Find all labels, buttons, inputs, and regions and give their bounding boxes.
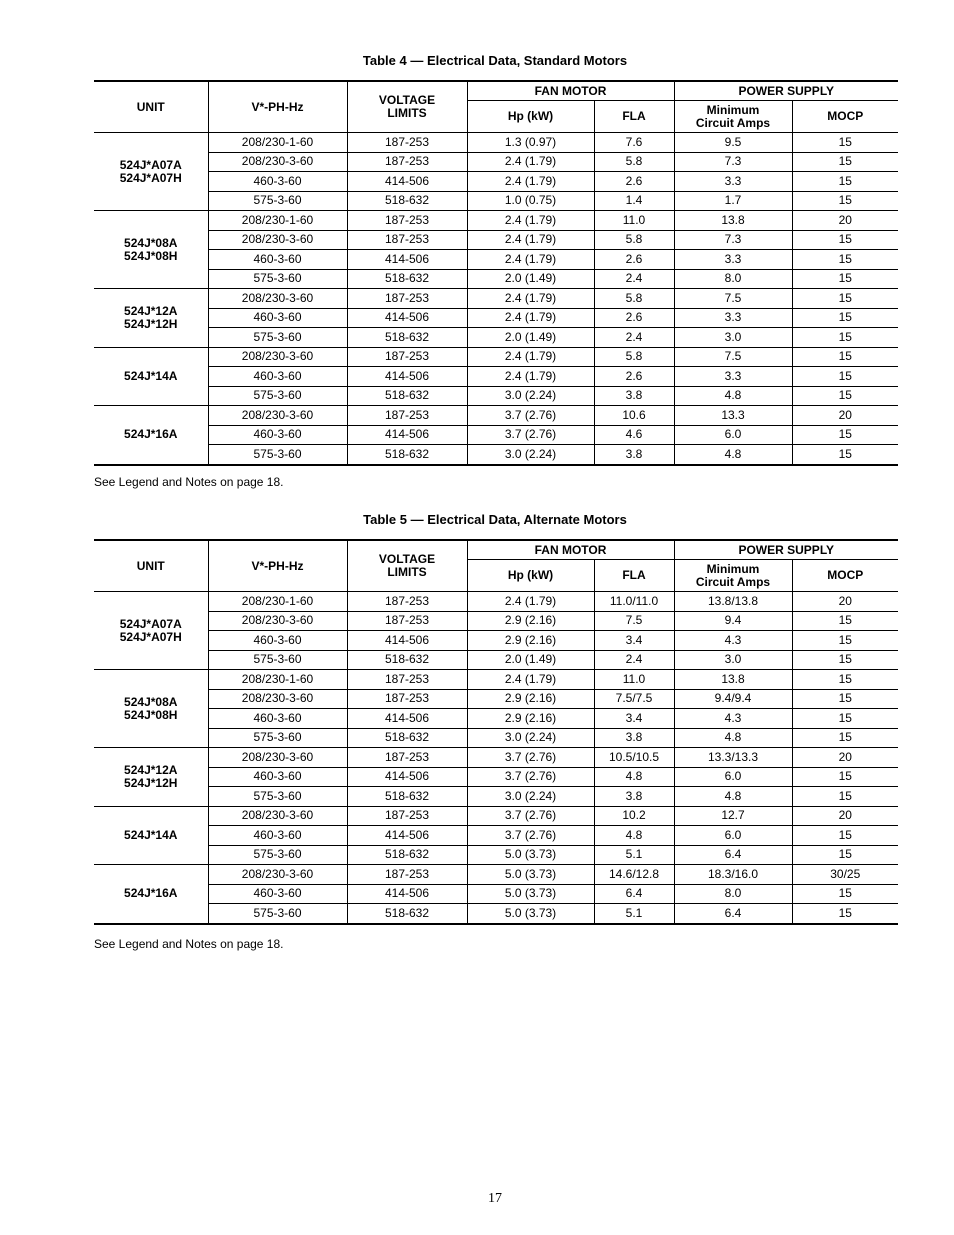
mca-cell: 3.3: [674, 308, 792, 328]
vphhz-cell: 460-3-60: [208, 250, 347, 270]
voltage-limits-cell: 518-632: [347, 728, 467, 748]
vphhz-cell: 460-3-60: [208, 884, 347, 904]
hp-cell: 2.9 (2.16): [467, 611, 594, 631]
mca-cell: 4.3: [674, 631, 792, 651]
table5-note: See Legend and Notes on page 18.: [94, 937, 284, 951]
voltage-limits-cell: 414-506: [347, 709, 467, 729]
hp-cell: 2.4 (1.79): [467, 152, 594, 172]
table-row: [94, 425, 898, 445]
mca-cell: 4.8: [674, 386, 792, 406]
unit-cell: 524J*12A 524J*12H: [94, 748, 208, 807]
fla-cell: 2.4: [594, 269, 674, 289]
table-row: [94, 211, 898, 231]
table4-electrical-data: [94, 80, 898, 466]
fla-cell: 7.5/7.5: [594, 689, 674, 709]
mca-cell: 3.3: [674, 172, 792, 192]
fla-cell: 11.0: [594, 670, 674, 690]
mca-cell: 8.0: [674, 884, 792, 904]
fla-cell: 3.8: [594, 787, 674, 807]
fla-cell: 4.8: [594, 767, 674, 787]
header-voltage-limits: VOLTAGE LIMITS: [347, 81, 467, 133]
vphhz-cell: 460-3-60: [208, 826, 347, 846]
vphhz-cell: 208/230-3-60: [208, 406, 347, 426]
mocp-cell: 15: [792, 904, 898, 924]
mocp-cell: 15: [792, 347, 898, 367]
page-number: 17: [488, 1191, 502, 1206]
table-row: [94, 308, 898, 328]
voltage-limits-cell: 187-253: [347, 865, 467, 885]
vphhz-cell: 575-3-60: [208, 191, 347, 211]
mocp-cell: 30/25: [792, 865, 898, 885]
fla-cell: 2.4: [594, 650, 674, 670]
mocp-cell: 15: [792, 328, 898, 348]
mocp-cell: 15: [792, 884, 898, 904]
mocp-cell: 20: [792, 748, 898, 768]
header-fla: FLA: [594, 560, 674, 592]
voltage-limits-cell: 518-632: [347, 191, 467, 211]
hp-cell: 3.0 (2.24): [467, 787, 594, 807]
mocp-cell: 15: [792, 152, 898, 172]
fla-cell: 3.8: [594, 386, 674, 406]
mca-cell: 13.3/13.3: [674, 748, 792, 768]
voltage-limits-cell: 414-506: [347, 767, 467, 787]
mca-cell: 13.3: [674, 406, 792, 426]
voltage-limits-cell: 187-253: [347, 289, 467, 309]
voltage-limits-cell: 187-253: [347, 152, 467, 172]
mca-cell: 4.8: [674, 728, 792, 748]
voltage-limits-cell: 518-632: [347, 904, 467, 924]
vphhz-cell: 208/230-3-60: [208, 748, 347, 768]
mocp-cell: 15: [792, 670, 898, 690]
mocp-cell: 15: [792, 826, 898, 846]
mocp-cell: 15: [792, 425, 898, 445]
hp-cell: 1.3 (0.97): [467, 133, 594, 153]
fla-cell: 3.8: [594, 445, 674, 465]
vphhz-cell: 208/230-3-60: [208, 611, 347, 631]
vphhz-cell: 208/230-1-60: [208, 592, 347, 612]
hp-cell: 3.0 (2.24): [467, 386, 594, 406]
mocp-cell: 15: [792, 250, 898, 270]
table4-note: See Legend and Notes on page 18.: [94, 475, 284, 489]
hp-cell: 2.4 (1.79): [467, 250, 594, 270]
fla-cell: 11.0/11.0: [594, 592, 674, 612]
vphhz-cell: 460-3-60: [208, 631, 347, 651]
table-row: [94, 445, 898, 465]
mocp-cell: 20: [792, 806, 898, 826]
vphhz-cell: 575-3-60: [208, 328, 347, 348]
vphhz-cell: 575-3-60: [208, 269, 347, 289]
vphhz-cell: 208/230-1-60: [208, 133, 347, 153]
voltage-limits-cell: 187-253: [347, 406, 467, 426]
hp-cell: 2.4 (1.79): [467, 347, 594, 367]
unit-cell: 524J*16A: [94, 865, 208, 924]
vphhz-cell: 575-3-60: [208, 787, 347, 807]
hp-cell: 2.0 (1.49): [467, 328, 594, 348]
table-row: [94, 865, 898, 885]
header-mocp: MOCP: [792, 560, 898, 592]
fla-cell: 5.8: [594, 289, 674, 309]
hp-cell: 3.0 (2.24): [467, 445, 594, 465]
vphhz-cell: 208/230-3-60: [208, 152, 347, 172]
table-row: [94, 152, 898, 172]
table-row: [94, 767, 898, 787]
vphhz-cell: 575-3-60: [208, 650, 347, 670]
voltage-limits-cell: 414-506: [347, 884, 467, 904]
voltage-limits-cell: 518-632: [347, 787, 467, 807]
fla-cell: 3.8: [594, 728, 674, 748]
unit-cell: 524J*16A: [94, 406, 208, 465]
header-power-supply: POWER SUPPLY: [674, 81, 898, 101]
fla-cell: 2.6: [594, 172, 674, 192]
mca-cell: 8.0: [674, 269, 792, 289]
hp-cell: 2.0 (1.49): [467, 269, 594, 289]
hp-cell: 2.4 (1.79): [467, 592, 594, 612]
fla-cell: 5.8: [594, 152, 674, 172]
hp-cell: 2.4 (1.79): [467, 230, 594, 250]
fla-cell: 2.6: [594, 308, 674, 328]
table-row: [94, 709, 898, 729]
header-mocp: MOCP: [792, 101, 898, 133]
mocp-cell: 15: [792, 172, 898, 192]
table-row: [94, 748, 898, 768]
header-unit: UNIT: [94, 81, 208, 133]
table4-title: Table 4 — Electrical Data, Standard Motors: [362, 53, 628, 68]
unit-cell: 524J*08A 524J*08H: [94, 670, 208, 748]
fla-cell: 7.5: [594, 611, 674, 631]
unit-cell: 524J*14A: [94, 806, 208, 865]
voltage-limits-cell: 414-506: [347, 631, 467, 651]
header-vphhz: V*-PH-Hz: [208, 81, 347, 133]
mocp-cell: 15: [792, 367, 898, 387]
mocp-cell: 15: [792, 767, 898, 787]
vphhz-cell: 460-3-60: [208, 172, 347, 192]
fla-cell: 7.6: [594, 133, 674, 153]
voltage-limits-cell: 187-253: [347, 670, 467, 690]
table-row: [94, 250, 898, 270]
voltage-limits-cell: 187-253: [347, 230, 467, 250]
fla-cell: 11.0: [594, 211, 674, 231]
mca-cell: 13.8/13.8: [674, 592, 792, 612]
hp-cell: 1.0 (0.75): [467, 191, 594, 211]
table-row: [94, 592, 898, 612]
mca-cell: 7.3: [674, 230, 792, 250]
table-row: [94, 670, 898, 690]
voltage-limits-cell: 187-253: [347, 211, 467, 231]
vphhz-cell: 208/230-3-60: [208, 865, 347, 885]
voltage-limits-cell: 187-253: [347, 347, 467, 367]
mocp-cell: 15: [792, 728, 898, 748]
table-row: [94, 728, 898, 748]
mca-cell: 9.4: [674, 611, 792, 631]
mca-cell: 13.8: [674, 211, 792, 231]
fla-cell: 5.8: [594, 230, 674, 250]
voltage-limits-cell: 187-253: [347, 748, 467, 768]
vphhz-cell: 208/230-3-60: [208, 806, 347, 826]
fla-cell: 6.4: [594, 884, 674, 904]
mocp-cell: 20: [792, 406, 898, 426]
table-row: [94, 172, 898, 192]
table-row: [94, 406, 898, 426]
mca-cell: 4.8: [674, 445, 792, 465]
vphhz-cell: 208/230-3-60: [208, 689, 347, 709]
voltage-limits-cell: 518-632: [347, 445, 467, 465]
mca-cell: 6.4: [674, 904, 792, 924]
vphhz-cell: 575-3-60: [208, 728, 347, 748]
voltage-limits-cell: 414-506: [347, 367, 467, 387]
mca-cell: 6.4: [674, 845, 792, 865]
vphhz-cell: 460-3-60: [208, 367, 347, 387]
fla-cell: 3.4: [594, 631, 674, 651]
header-voltage-limits: VOLTAGE LIMITS: [347, 540, 467, 592]
header-fla: FLA: [594, 101, 674, 133]
mocp-cell: 20: [792, 211, 898, 231]
mocp-cell: 15: [792, 269, 898, 289]
hp-cell: 2.4 (1.79): [467, 289, 594, 309]
mca-cell: 4.3: [674, 709, 792, 729]
mca-cell: 9.5: [674, 133, 792, 153]
mocp-cell: 15: [792, 230, 898, 250]
unit-cell: 524J*08A 524J*08H: [94, 211, 208, 289]
mocp-cell: 15: [792, 845, 898, 865]
hp-cell: 2.4 (1.79): [467, 308, 594, 328]
hp-cell: 2.4 (1.79): [467, 172, 594, 192]
table-row: [94, 289, 898, 309]
vphhz-cell: 208/230-3-60: [208, 347, 347, 367]
fla-cell: 3.4: [594, 709, 674, 729]
mocp-cell: 15: [792, 191, 898, 211]
mca-cell: 3.0: [674, 328, 792, 348]
voltage-limits-cell: 187-253: [347, 689, 467, 709]
hp-cell: 5.0 (3.73): [467, 904, 594, 924]
hp-cell: 2.4 (1.79): [467, 670, 594, 690]
fla-cell: 2.6: [594, 250, 674, 270]
vphhz-cell: 575-3-60: [208, 445, 347, 465]
vphhz-cell: 208/230-3-60: [208, 289, 347, 309]
mca-cell: 6.0: [674, 826, 792, 846]
table-row: [94, 826, 898, 846]
vphhz-cell: 460-3-60: [208, 767, 347, 787]
mca-cell: 3.0: [674, 650, 792, 670]
mca-cell: 7.5: [674, 289, 792, 309]
unit-cell: 524J*12A 524J*12H: [94, 289, 208, 348]
table5-title: Table 5 — Electrical Data, Alternate Motors: [363, 512, 627, 527]
header-vphhz: V*-PH-Hz: [208, 540, 347, 592]
fla-cell: 14.6/12.8: [594, 865, 674, 885]
mca-cell: 18.3/16.0: [674, 865, 792, 885]
vphhz-cell: 460-3-60: [208, 425, 347, 445]
table-row: [94, 386, 898, 406]
mca-cell: 6.0: [674, 425, 792, 445]
unit-cell: 524J*A07A 524J*A07H: [94, 592, 208, 670]
voltage-limits-cell: 414-506: [347, 172, 467, 192]
header-mca: Minimum Circuit Amps: [674, 101, 792, 133]
voltage-limits-cell: 518-632: [347, 269, 467, 289]
hp-cell: 3.7 (2.76): [467, 406, 594, 426]
mca-cell: 4.8: [674, 787, 792, 807]
table-row: [94, 328, 898, 348]
header-mca: Minimum Circuit Amps: [674, 560, 792, 592]
hp-cell: 5.0 (3.73): [467, 845, 594, 865]
unit-cell: 524J*14A: [94, 347, 208, 406]
table-row: [94, 904, 898, 924]
mocp-cell: 15: [792, 445, 898, 465]
fla-cell: 2.4: [594, 328, 674, 348]
hp-cell: 3.7 (2.76): [467, 806, 594, 826]
header-unit: UNIT: [94, 540, 208, 592]
mca-cell: 12.7: [674, 806, 792, 826]
fla-cell: 4.8: [594, 826, 674, 846]
vphhz-cell: 208/230-1-60: [208, 211, 347, 231]
mocp-cell: 15: [792, 386, 898, 406]
mca-cell: 9.4/9.4: [674, 689, 792, 709]
header-fan-motor: FAN MOTOR: [467, 81, 674, 101]
voltage-limits-cell: 187-253: [347, 611, 467, 631]
hp-cell: 3.0 (2.24): [467, 728, 594, 748]
mocp-cell: 15: [792, 308, 898, 328]
voltage-limits-cell: 414-506: [347, 425, 467, 445]
hp-cell: 5.0 (3.73): [467, 884, 594, 904]
mocp-cell: 15: [792, 689, 898, 709]
voltage-limits-cell: 518-632: [347, 328, 467, 348]
fla-cell: 4.6: [594, 425, 674, 445]
voltage-limits-cell: 414-506: [347, 308, 467, 328]
vphhz-cell: 575-3-60: [208, 386, 347, 406]
vphhz-cell: 575-3-60: [208, 904, 347, 924]
header-hp: Hp (kW): [467, 560, 594, 592]
vphhz-cell: 208/230-1-60: [208, 670, 347, 690]
hp-cell: 2.0 (1.49): [467, 650, 594, 670]
fla-cell: 5.1: [594, 904, 674, 924]
fla-cell: 5.8: [594, 347, 674, 367]
table-row: [94, 631, 898, 651]
hp-cell: 2.4 (1.79): [467, 211, 594, 231]
mca-cell: 1.7: [674, 191, 792, 211]
fla-cell: 2.6: [594, 367, 674, 387]
table-row: [94, 845, 898, 865]
unit-cell: 524J*A07A 524J*A07H: [94, 133, 208, 211]
mocp-cell: 15: [792, 650, 898, 670]
table-row: [94, 191, 898, 211]
mocp-cell: 15: [792, 709, 898, 729]
voltage-limits-cell: 518-632: [347, 386, 467, 406]
hp-cell: 2.9 (2.16): [467, 709, 594, 729]
fla-cell: 5.1: [594, 845, 674, 865]
vphhz-cell: 460-3-60: [208, 709, 347, 729]
fla-cell: 1.4: [594, 191, 674, 211]
hp-cell: 3.7 (2.76): [467, 425, 594, 445]
table-row: [94, 806, 898, 826]
mocp-cell: 20: [792, 592, 898, 612]
mocp-cell: 15: [792, 289, 898, 309]
header-fan-motor: FAN MOTOR: [467, 540, 674, 560]
hp-cell: 3.7 (2.76): [467, 767, 594, 787]
voltage-limits-cell: 518-632: [347, 650, 467, 670]
table-row: [94, 787, 898, 807]
hp-cell: 3.7 (2.76): [467, 748, 594, 768]
fla-cell: 10.6: [594, 406, 674, 426]
mca-cell: 3.3: [674, 367, 792, 387]
table-row: [94, 367, 898, 387]
voltage-limits-cell: 187-253: [347, 592, 467, 612]
table5-electrical-data: [94, 539, 898, 925]
voltage-limits-cell: 187-253: [347, 806, 467, 826]
mocp-cell: 15: [792, 133, 898, 153]
voltage-limits-cell: 518-632: [347, 845, 467, 865]
voltage-limits-cell: 414-506: [347, 250, 467, 270]
mocp-cell: 15: [792, 787, 898, 807]
voltage-limits-cell: 414-506: [347, 826, 467, 846]
mca-cell: 13.8: [674, 670, 792, 690]
header-hp: Hp (kW): [467, 101, 594, 133]
vphhz-cell: 575-3-60: [208, 845, 347, 865]
table-row: [94, 884, 898, 904]
hp-cell: 2.4 (1.79): [467, 367, 594, 387]
hp-cell: 2.9 (2.16): [467, 689, 594, 709]
vphhz-cell: 460-3-60: [208, 308, 347, 328]
table-row: [94, 611, 898, 631]
mocp-cell: 15: [792, 631, 898, 651]
table-row: [94, 689, 898, 709]
fla-cell: 10.5/10.5: [594, 748, 674, 768]
mocp-cell: 15: [792, 611, 898, 631]
fla-cell: 10.2: [594, 806, 674, 826]
hp-cell: 3.7 (2.76): [467, 826, 594, 846]
mca-cell: 6.0: [674, 767, 792, 787]
voltage-limits-cell: 187-253: [347, 133, 467, 153]
header-power-supply: POWER SUPPLY: [674, 540, 898, 560]
vphhz-cell: 208/230-3-60: [208, 230, 347, 250]
hp-cell: 2.9 (2.16): [467, 631, 594, 651]
hp-cell: 5.0 (3.73): [467, 865, 594, 885]
mca-cell: 3.3: [674, 250, 792, 270]
table-row: [94, 230, 898, 250]
table-row: [94, 347, 898, 367]
mca-cell: 7.3: [674, 152, 792, 172]
table-row: [94, 133, 898, 153]
table-row: [94, 650, 898, 670]
mca-cell: 7.5: [674, 347, 792, 367]
table-row: [94, 269, 898, 289]
